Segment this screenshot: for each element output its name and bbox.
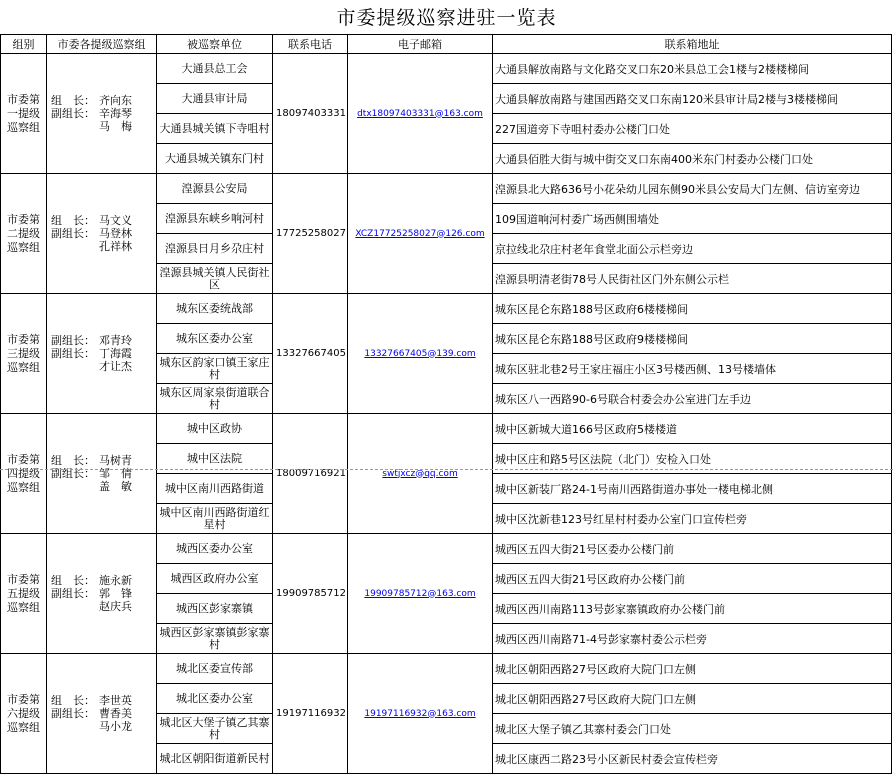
leader-name: 马小龙	[99, 720, 132, 733]
leader-role	[51, 240, 99, 253]
leader-name: 邓青玲	[99, 334, 132, 347]
leader-line	[51, 587, 156, 600]
contact-phone: 17725258027	[273, 174, 348, 294]
contact-phone: 18009716921	[273, 414, 348, 534]
leader-name: 马登林	[99, 227, 132, 240]
leader-line	[51, 240, 156, 253]
inspected-unit: 湟源县东峡乡响河村	[157, 204, 273, 234]
inspected-unit: 城东区委统战部	[157, 294, 273, 324]
contact-phone: 19197116932	[273, 654, 348, 774]
leader-role: 副组长：	[51, 707, 95, 720]
mailbox-address: 城中区沈新巷123号红星村村委办公室门口宣传栏旁	[493, 504, 892, 534]
leader-line	[51, 227, 156, 240]
contact-phone: 13327667405	[273, 294, 348, 414]
mailbox-address: 城北区朝阳西路27号区政府大院门口左侧	[493, 654, 892, 684]
mailbox-address: 大通县解放南路与建国西路交叉口东南120米县审计局2楼与3楼楼梯间	[493, 84, 892, 114]
table-row	[1, 654, 892, 684]
inspected-unit: 湟源县公安局	[157, 174, 273, 204]
inspected-unit: 城北区大堡子镇乙其寨村	[157, 714, 273, 744]
mailbox-address: 109国道响河村委广场西侧围墙处	[493, 204, 892, 234]
mailbox-address: 城北区大堡子镇乙其寨村委会门口处	[493, 714, 892, 744]
group-leaders	[47, 174, 157, 294]
inspected-unit: 大通县城关镇下寺咀村	[157, 114, 273, 144]
leader-name: 辛海琴	[99, 107, 132, 120]
mailbox-address: 城东区昆仑东路188号区政府6楼楼梯间	[493, 294, 892, 324]
leader-line	[51, 360, 156, 373]
leader-role	[51, 720, 99, 733]
group-name: 市委第一提级巡察组	[1, 54, 47, 174]
mailbox-address: 城中区新城大道166号区政府5楼楼道	[493, 414, 892, 444]
email-link[interactable]: 13327667405@139.com	[348, 294, 493, 414]
mailbox-address: 京拉线北尕庄村老年食堂北面公示栏旁边	[493, 234, 892, 264]
contact-phone: 19909785712	[273, 534, 348, 654]
mailbox-address: 城东区驻北巷2号王家庄福庄小区3号楼西侧、13号楼墙体	[493, 354, 892, 384]
leader-role	[51, 600, 99, 613]
mailbox-address: 城东区八一西路90-6号联合村委会办公室进门左手边	[493, 384, 892, 414]
inspected-unit: 城中区南川西路街道	[157, 474, 273, 504]
email-link[interactable]: 19197116932@163.com	[348, 654, 493, 774]
leader-name: 丁海霞	[99, 347, 132, 360]
mailbox-address: 227国道旁下寺咀村委办公楼门口处	[493, 114, 892, 144]
mailbox-address: 大通县解放南路与文化路交叉口东20米县总工会1楼与2楼楼梯间	[493, 54, 892, 84]
leader-role: 副组长：	[51, 587, 95, 600]
mailbox-address: 城中区庄和路5号区法院（北门）安检入口处	[493, 444, 892, 474]
leader-line	[51, 107, 156, 120]
leader-role: 组 长：	[51, 94, 95, 107]
leader-line	[51, 694, 156, 707]
inspected-unit: 城北区委宣传部	[157, 654, 273, 684]
inspected-unit: 大通县总工会	[157, 54, 273, 84]
table-row	[1, 534, 892, 564]
group-name: 市委第三提级巡察组	[1, 294, 47, 414]
email-link[interactable]: 19909785712@163.com	[348, 534, 493, 654]
leader-name: 马 梅	[99, 120, 132, 133]
table-row	[1, 294, 892, 324]
mailbox-address: 城中区新装厂路24-1号南川西路街道办事处一楼电梯北侧	[493, 474, 892, 504]
leader-role	[51, 480, 99, 493]
leader-role: 副组长：	[51, 347, 95, 360]
inspected-unit: 城中区政协	[157, 414, 273, 444]
page-break-line	[0, 469, 893, 470]
inspected-unit: 城西区政府办公室	[157, 564, 273, 594]
mailbox-address: 大通县佰胜大街与城中街交叉口东南400米东门村委办公楼门口处	[493, 144, 892, 174]
header-email: 电子邮箱	[348, 35, 493, 54]
mailbox-address: 城北区康西二路23号小区新民村委会宣传栏旁	[493, 744, 892, 774]
leader-name: 李世英	[99, 694, 132, 707]
leader-line	[51, 347, 156, 360]
header-unit: 被巡察单位	[157, 35, 273, 54]
inspected-unit: 城中区法院	[157, 444, 273, 474]
contact-phone: 18097403331	[273, 54, 348, 174]
group-name: 市委第六提级巡察组	[1, 654, 47, 774]
inspected-unit: 湟源县日月乡尕庄村	[157, 234, 273, 264]
leader-name: 邹 倩	[99, 467, 132, 480]
header-phone: 联系电话	[273, 35, 348, 54]
inspected-unit: 城北区朝阳街道新民村	[157, 744, 273, 774]
leader-role: 副组长：	[51, 334, 95, 347]
leader-role: 副组长：	[51, 227, 95, 240]
inspected-unit: 大通县审计局	[157, 84, 273, 114]
mailbox-address: 城西区五四大街21号区委办公楼门前	[493, 534, 892, 564]
leader-role: 副组长：	[51, 107, 95, 120]
leader-name: 盖 敏	[99, 480, 132, 493]
leader-name: 孔祥林	[99, 240, 132, 253]
leader-line	[51, 480, 156, 493]
inspected-unit: 城东区周家泉街道联合村	[157, 384, 273, 414]
leader-name: 施永新	[99, 574, 132, 587]
mailbox-address: 城北区朝阳西路27号区政府大院门口左侧	[493, 684, 892, 714]
leader-line	[51, 454, 156, 467]
table-row	[1, 414, 892, 444]
mailbox-address: 城西区西川南路113号彭家寨镇政府办公楼门前	[493, 594, 892, 624]
group-leaders	[47, 294, 157, 414]
group-leaders	[47, 534, 157, 654]
mailbox-address: 城西区西川南路71-4号彭家寨村委公示栏旁	[493, 624, 892, 654]
inspected-unit: 湟源县城关镇人民街社区	[157, 264, 273, 294]
mailbox-address: 湟源县北大路636号小花朵幼儿园东侧90米县公安局大门左侧、信访室旁边	[493, 174, 892, 204]
inspection-table	[0, 34, 892, 774]
inspected-unit: 城中区南川西路街道红星村	[157, 504, 273, 534]
leader-line	[51, 707, 156, 720]
mailbox-address: 城东区昆仑东路188号区政府9楼楼梯间	[493, 324, 892, 354]
mailbox-address: 湟源县明清老街78号人民街社区门外东侧公示栏	[493, 264, 892, 294]
leader-role	[51, 360, 99, 373]
leader-role: 组 长：	[51, 214, 95, 227]
leader-name: 马文义	[99, 214, 132, 227]
leader-line	[51, 214, 156, 227]
group-name: 市委第五提级巡察组	[1, 534, 47, 654]
inspected-unit: 城西区彭家寨镇彭家寨村	[157, 624, 273, 654]
inspected-unit: 城西区彭家寨镇	[157, 594, 273, 624]
leader-name: 郭 锋	[99, 587, 132, 600]
header-address: 联系箱地址	[493, 35, 892, 54]
leader-line	[51, 600, 156, 613]
header-inspection-team: 市委各提级巡察组	[47, 35, 157, 54]
mailbox-address: 城西区五四大街21号区政府办公楼门前	[493, 564, 892, 594]
leader-role	[51, 120, 99, 133]
header-group: 组别	[1, 35, 47, 54]
inspected-unit: 城西区委办公室	[157, 534, 273, 564]
leader-line	[51, 574, 156, 587]
email-link[interactable]: XCZ17725258027@126.com	[348, 174, 493, 294]
leader-name: 才让杰	[99, 360, 132, 373]
leader-name: 赵庆兵	[99, 600, 132, 613]
leader-role: 组 长：	[51, 454, 95, 467]
inspected-unit: 城东区韵家口镇王家庄村	[157, 354, 273, 384]
leader-role: 组 长：	[51, 694, 95, 707]
inspected-unit: 城北区委办公室	[157, 684, 273, 714]
group-leaders	[47, 654, 157, 774]
group-leaders	[47, 414, 157, 534]
page-title: 市委提级巡察进驻一览表	[336, 7, 557, 29]
email-link[interactable]: dtx18097403331@163.com	[348, 54, 493, 174]
leader-role: 组 长：	[51, 574, 95, 587]
email-link[interactable]: swtjxcz@qq.com	[348, 414, 493, 534]
inspected-unit: 大通县城关镇东门村	[157, 144, 273, 174]
group-name: 市委第四提级巡察组	[1, 414, 47, 534]
leader-name: 齐向东	[99, 94, 132, 107]
group-name: 市委第二提级巡察组	[1, 174, 47, 294]
leader-line	[51, 334, 156, 347]
inspected-unit: 城东区委办公室	[157, 324, 273, 354]
leader-line	[51, 120, 156, 133]
header-row	[1, 35, 892, 54]
leader-name: 曹香美	[99, 707, 132, 720]
group-leaders	[47, 54, 157, 174]
leader-line	[51, 720, 156, 733]
table-row	[1, 54, 892, 84]
leader-line	[51, 94, 156, 107]
leader-role: 副组长：	[51, 467, 95, 480]
leader-name: 马树青	[99, 454, 132, 467]
table-row	[1, 174, 892, 204]
